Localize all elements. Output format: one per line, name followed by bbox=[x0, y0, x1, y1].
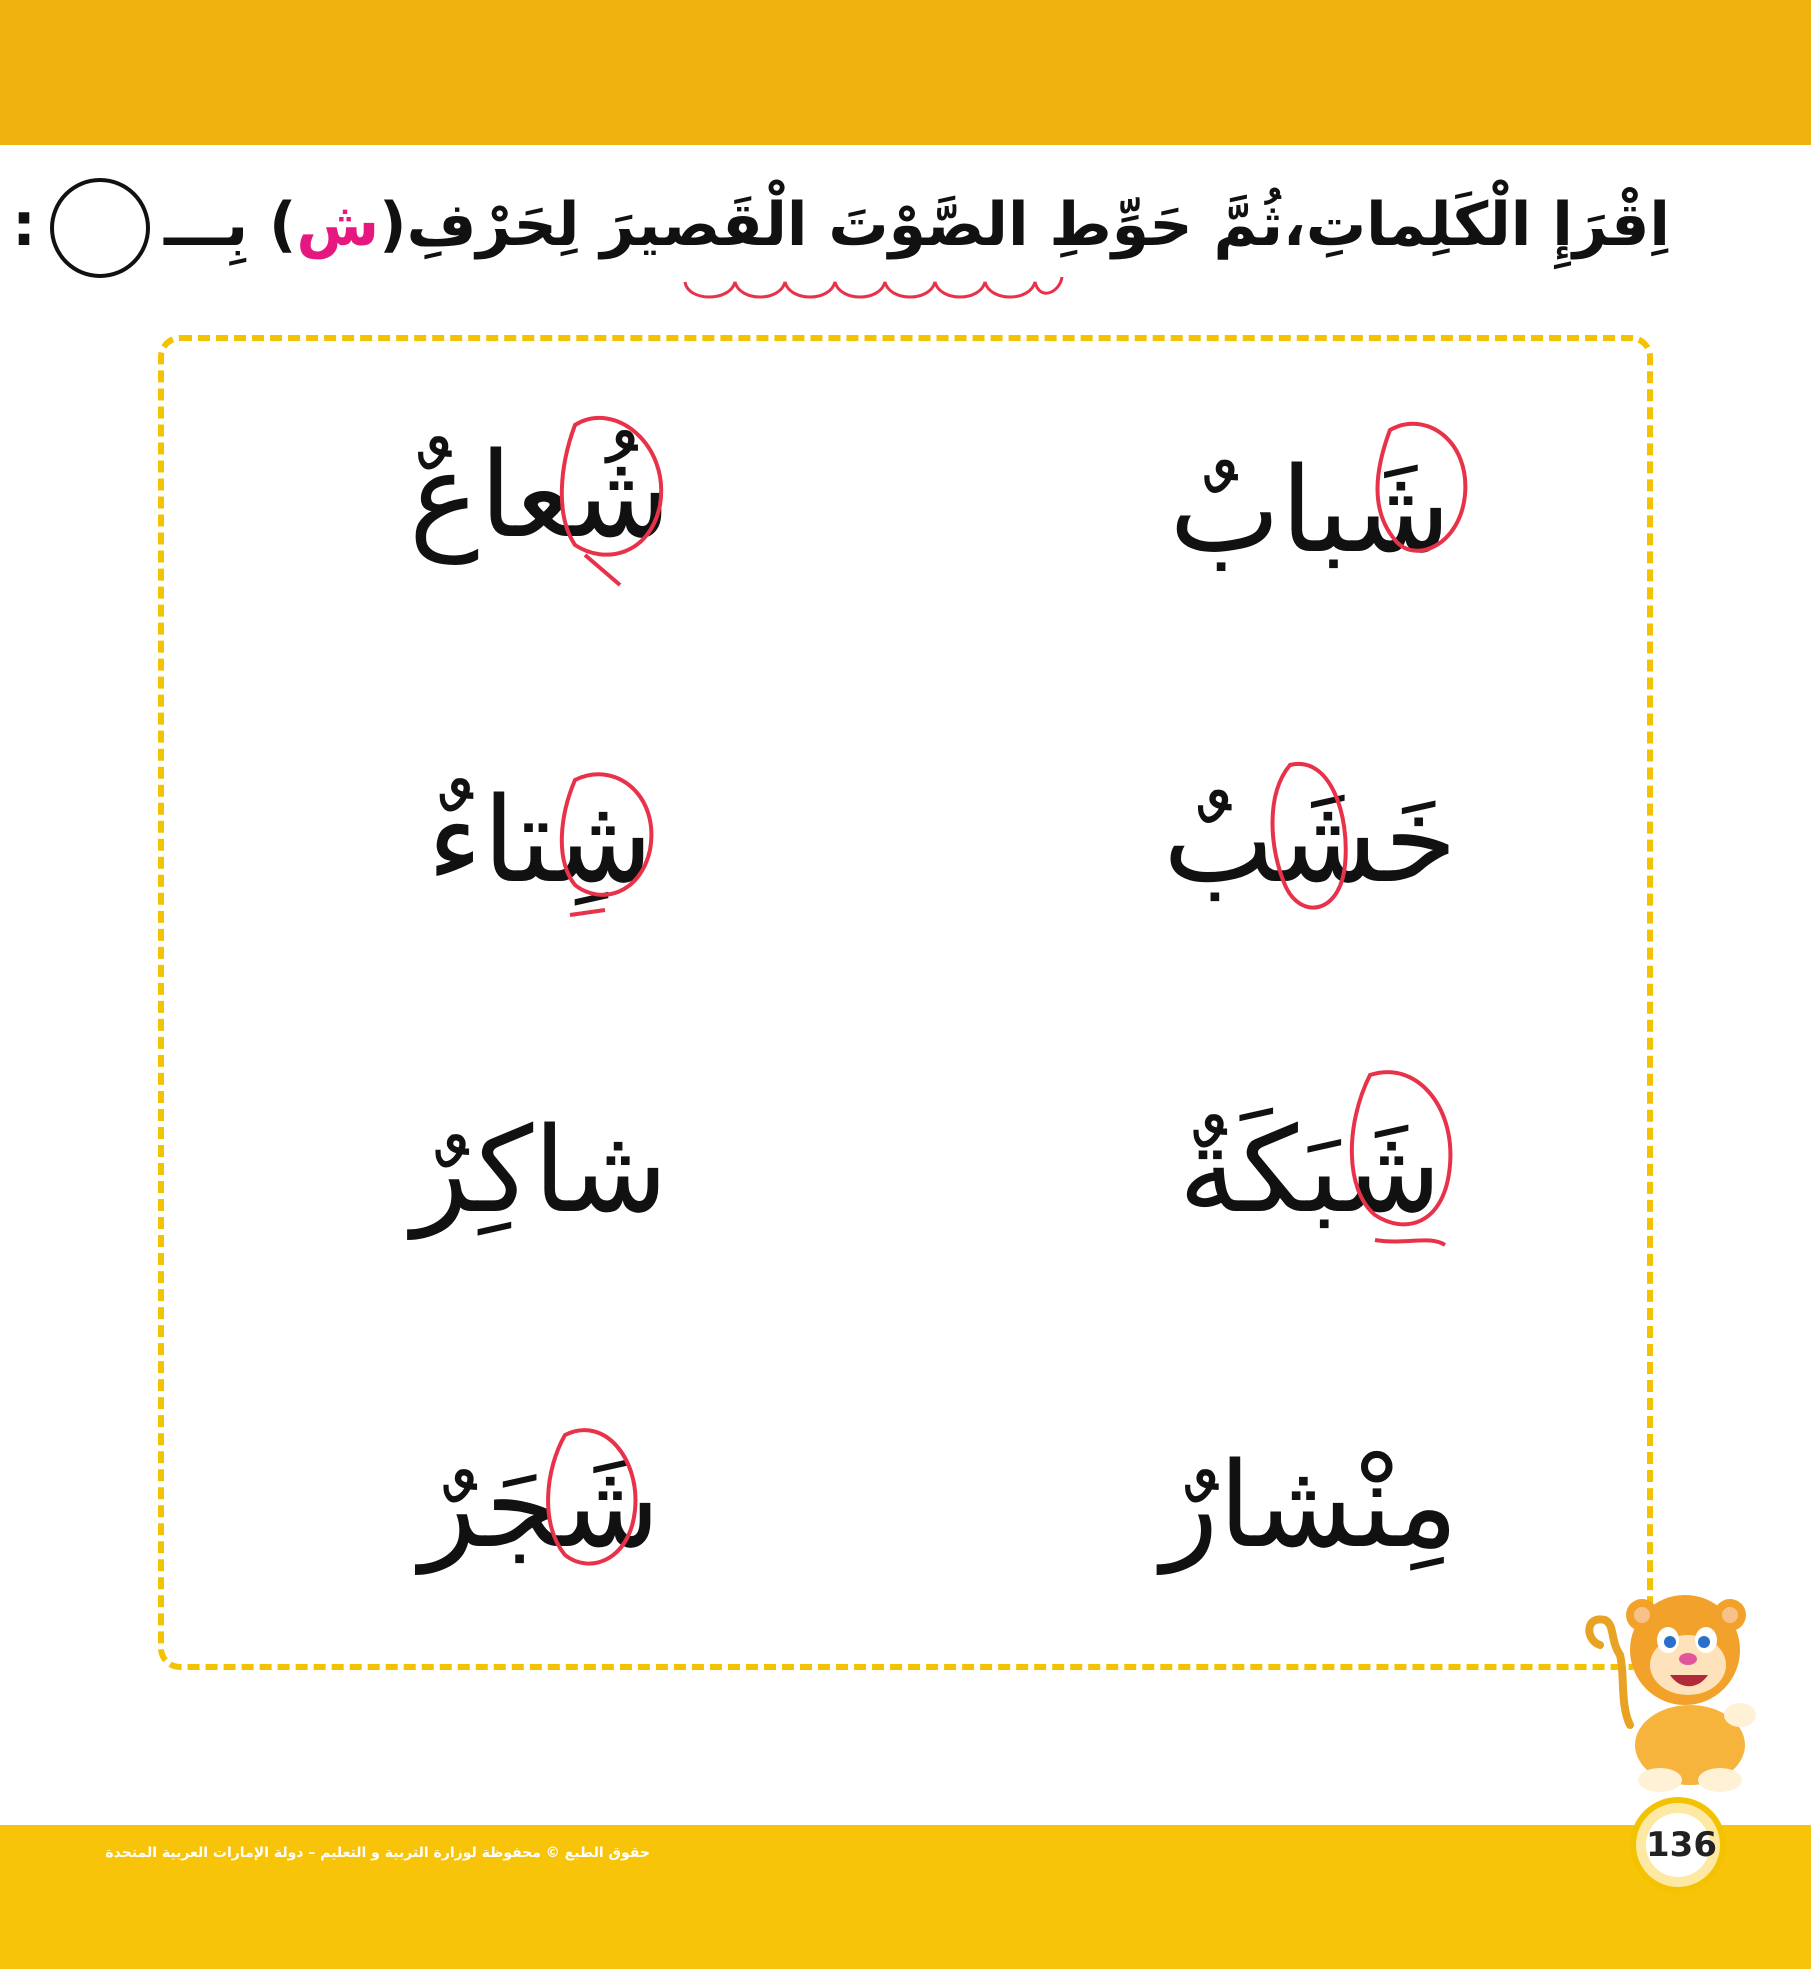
word-item: شِتاءٌ bbox=[427, 771, 653, 909]
lion-mascot-icon bbox=[1580, 1585, 1770, 1800]
circle-symbol-icon bbox=[50, 178, 150, 278]
instruction-colon: : bbox=[12, 190, 36, 260]
word-item: شَبابٌ bbox=[1169, 441, 1451, 579]
top-banner bbox=[0, 0, 1811, 145]
instruction-with: بِـــ bbox=[164, 190, 249, 260]
instruction-heading bbox=[12, 170, 1670, 280]
copyright-text: حقوق الطبع © محفوظة لوزارة التربية و التعليم – دولة الإمارات العربية المتحدة bbox=[105, 1845, 650, 1861]
word-item: شَجَرٌ bbox=[419, 1436, 661, 1574]
word-item: شاكِرٌ bbox=[411, 1101, 669, 1239]
wavy-underline-mark bbox=[680, 272, 1070, 322]
word-item: شَبَكَةٌ bbox=[1178, 1101, 1442, 1239]
instruction-paren-close: ) bbox=[268, 190, 297, 260]
word-item: مِنْشارٌ bbox=[1161, 1436, 1459, 1574]
instruction-paren-open: ( bbox=[379, 190, 407, 260]
instruction-text: اِقْرَإِ الْكَلِماتِ،ثُمَّ حَوِّطِ الصَّوْتَ الْقَصيرَ لِحَرْفِ bbox=[406, 190, 1670, 260]
page-number: 136 bbox=[1646, 1813, 1710, 1877]
page-number-badge bbox=[1630, 1797, 1726, 1893]
target-letter: ش bbox=[296, 190, 380, 260]
word-item: شُعاعٌ bbox=[408, 426, 672, 564]
word-item: خَشَبٌ bbox=[1162, 771, 1458, 909]
